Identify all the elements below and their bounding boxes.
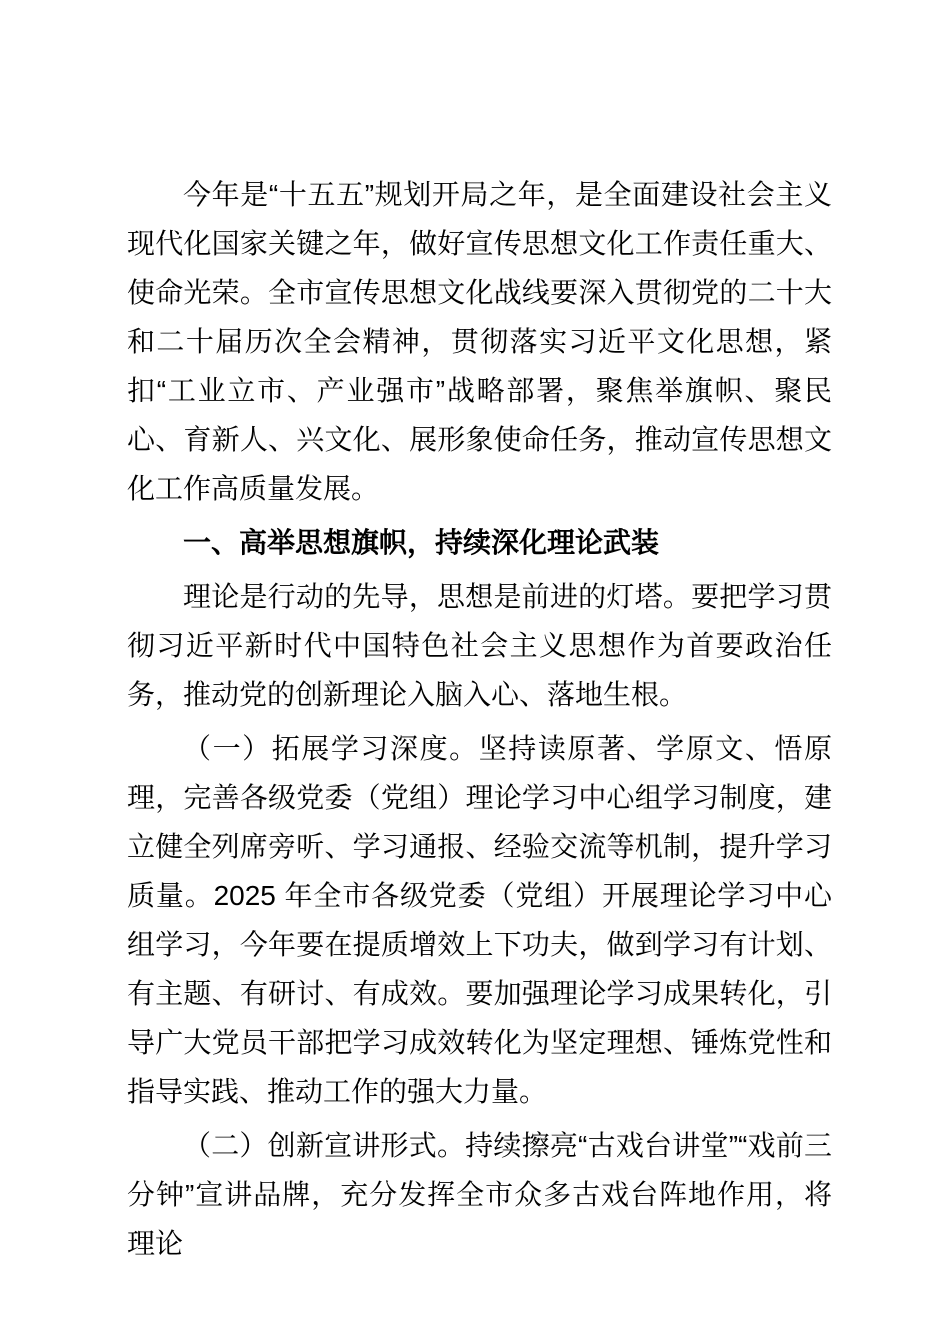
theory-intro-paragraph: 理论是行动的先导，思想是前进的灯塔。要把学习贯彻习近平新时代中国特色社会主义思想作为首要政治任务，推动党的创新理论入脑入心、落地生根。 <box>127 581 832 710</box>
item-1-paragraph: （一）拓展学习深度。坚持读原著、学原文、悟原理，完善各级党委（党组）理论学习中心组学习制度，建立健全列席旁听、学习通报、经验交流等机制，提升学习质量。2025 年全市各级党委（党组）开展理论学习中心组学习，今年要在提质增效上下功夫，做到学习有计划、有主题、有研讨、有成效。要加强理论学习成果转化，引导广大党员干部把学习成效转化为坚定理想、锤炼党性和指导实践、推动工作的强大力量。 <box>127 733 832 1107</box>
section-1-heading: 一、高举思想旗帜，持续深化理论武装 <box>183 527 660 558</box>
item-2-paragraph: （二）创新宣讲形式。持续擦亮“古戏台讲堂”“戏前三分钟”宣讲品牌，充分发挥全市众多古戏台阵地作用，将理论 <box>127 1130 832 1259</box>
opening-paragraph: 今年是“十五五”规划开局之年，是全面建设社会主义现代化国家关键之年，做好宣传思想文化工作责任重大、使命光荣。全市宣传思想文化战线要深入贯彻党的二十大和二十届历次全会精神，贯彻落实习近平文化思想，紧扣“工业立市、产业强市”战略部署，聚焦举旗帜、聚民心、育新人、兴文化、展形象使命任务，推动宣传思想文化工作高质量发展。 <box>127 179 832 504</box>
